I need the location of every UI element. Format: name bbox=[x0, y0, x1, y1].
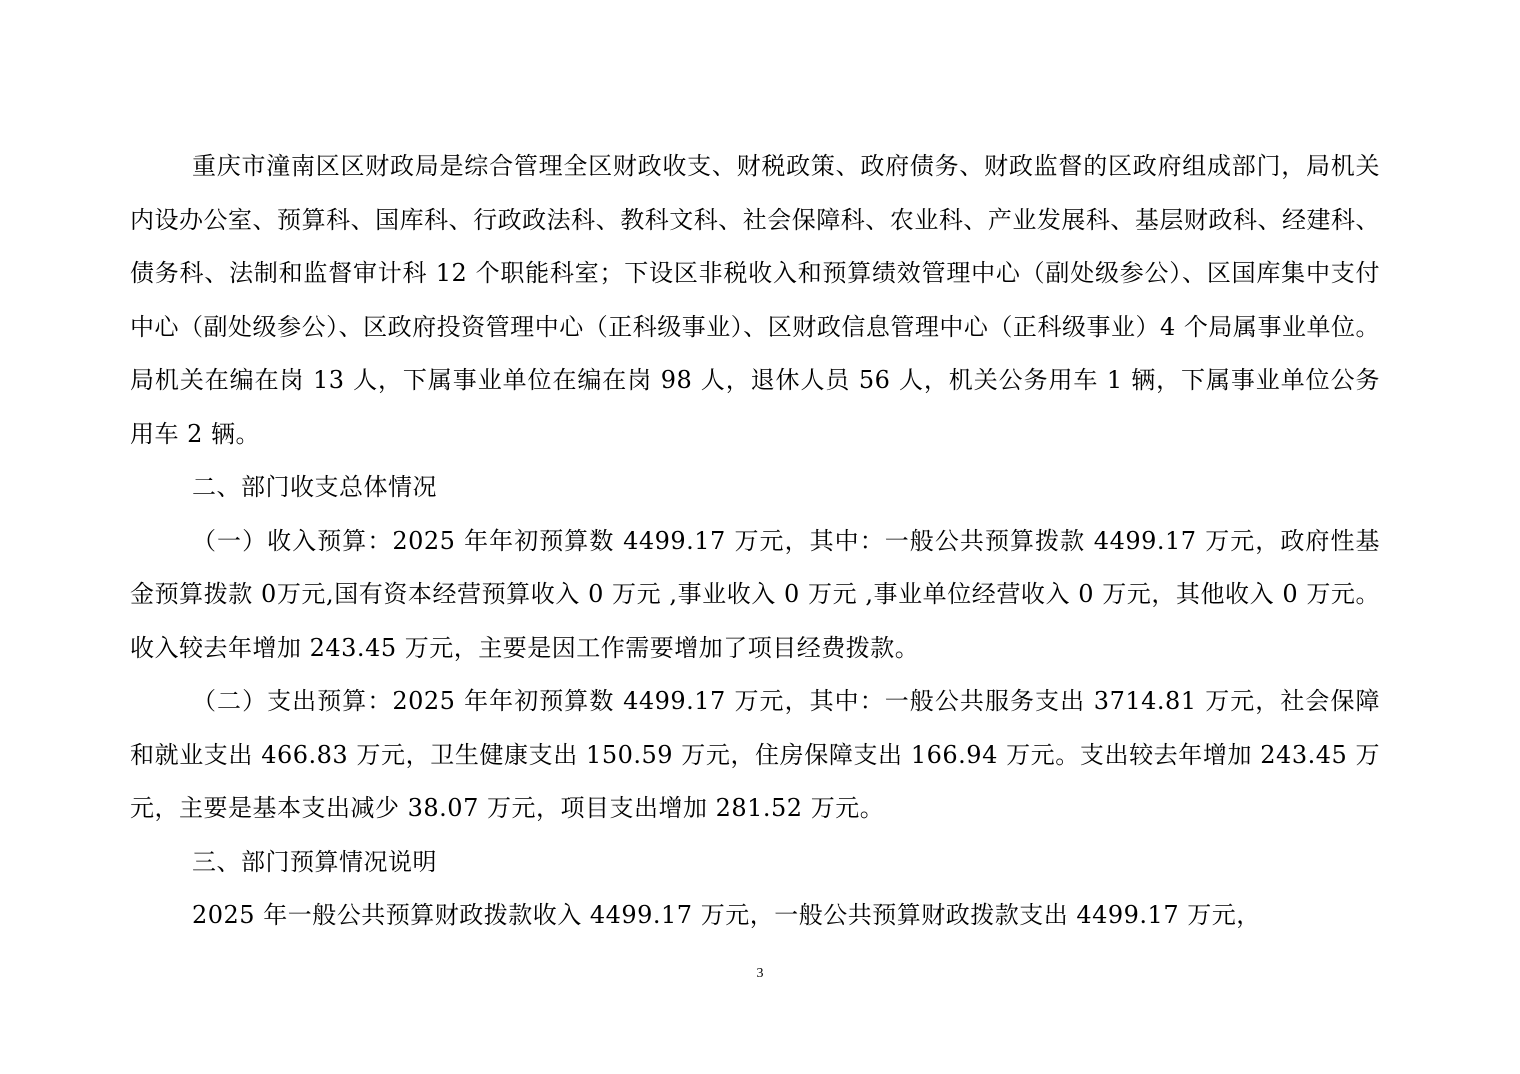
paragraph-expenditure-budget: （二）支出预算：2025 年年初预算数 4499.17 万元，其中：一般公共服务支出 3714.81 万元，社会保障和就业支出 466.83 万元，卫生健康支出 150.59 万元，住房保障支出 166.94 万元。支出较去年增加 243.45 万元，主要是基本支出减少 38.07 万元，项目支出增加 281.52 万元。 bbox=[130, 687, 1380, 822]
heading-income-expenditure-overview: 二、部门收支总体情况 bbox=[192, 473, 437, 501]
paragraph-department-overview: 重庆市潼南区区财政局是综合管理全区财政收支、财税政策、政府债务、财政监督的区政府组成部门，局机关内设办公室、预算科、国库科、行政政法科、教科文科、社会保障科、农业科、产业发展科、基层财政科、经建科、债务科、法制和监督审计科 12 个职能科室；下设区非税收入和预算绩效管理中心（副处级参公）、区国库集中支付中心（副处级参公）、区政府投资管理中心（正科级事业）、区财政信息管理中心（正科级事业）4 个局属事业单位。局机关在编在岗 13 人，下属事业单位在编在岗 98 人，退休人员 56 人，机关公务用车 1 辆，下属事业单位公务用车 2 辆。 bbox=[130, 152, 1380, 448]
paragraph-general-budget-funding: 2025 年一般公共预算财政拨款收入 4499.17 万元，一般公共预算财政拨款支出 4499.17 万元， bbox=[192, 901, 1261, 929]
page-number: 3 bbox=[756, 966, 764, 981]
paragraph-income-budget: （一）收入预算：2025 年年初预算数 4499.17 万元，其中：一般公共预算拨款 4499.17 万元，政府性基金预算拨款 0万元,国有资本经营预算收入 0 万元 ,事业收入 0 万元 ,事业单位经营收入 0 万元，其他收入 0 万元。收入较去年增加 243.45 万元，主要是因工作需要增加了项目经费拨款。 bbox=[130, 526, 1380, 662]
body-text bbox=[130, 140, 1380, 943]
heading-budget-explanation: 三、部门预算情况说明 bbox=[192, 847, 437, 876]
